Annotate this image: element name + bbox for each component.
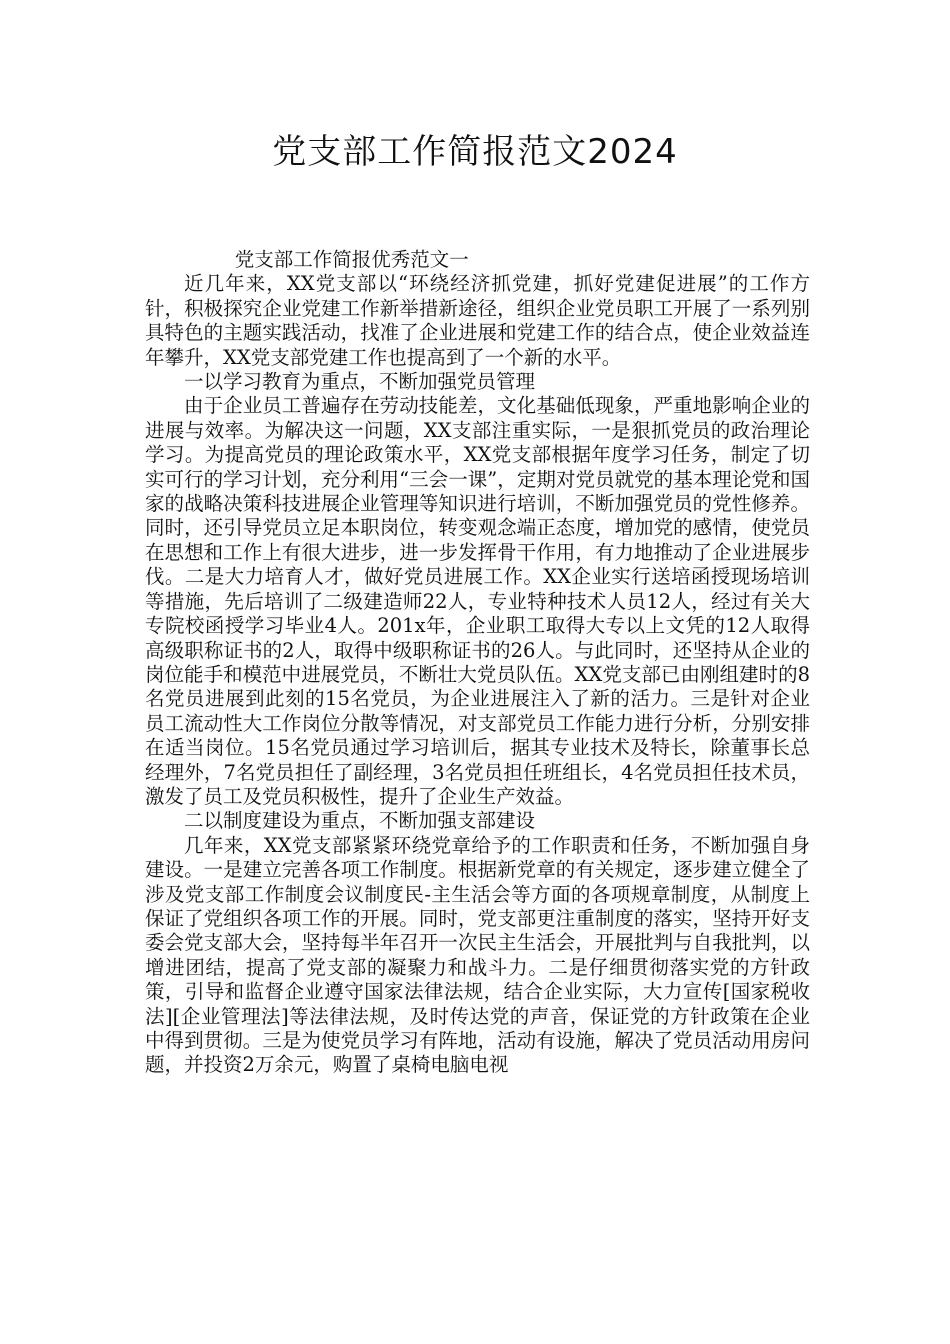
document-body — [145, 248, 810, 1078]
document-title: 党支部工作简报范文2024 — [272, 132, 678, 172]
paragraph-study: 由于企业员工普遍存在劳动技能差，文化基础低现象，严重地影响企业的进展与效率。为解决这一问题，XX支部注重实际，一是狠抓党员的政治理论学习。为提高党员的理论政策水平，XX党支部根据年度学习任务，制定了切实可行的学习计划，充分利用“三会一课”，定期对党员就党的基本理论党和国家的战略决策科技进展企业管理等知识进行培训，不断加强党员的党性修养。同时，还引导党员立足本职岗位，转变观念端正态度，增加党的感情，使党员在思想和工作上有很大进步，进一步发挥骨干作用，有力地推动了企业进展步伐。二是大力培育人才，做好党员进展工作。XX企业实行送培函授现场培训等措施，先后培训了二级建造师22人，专业特种技术人员12人，经过有关大专院校函授学习毕业4人。201x年，企业职工取得大专以上文凭的12人取得高级职称证书的2人，取得中级职称证书的26人。与此同时，还坚持从企业的岗位能手和模范中进展党员，不断壮大党员队伍。XX党支部已由刚组建时的8名党员进展到此刻的15名党员，为企业进展注入了新的活力。三是针对企业员工流动性大工作岗位分散等情况，对支部党员工作能力进行分析，分别安排在适当岗位。15名党员通过学习培训后，据其专业技术及特长，除董事长总经理外，7名党员担任了副经理，3名党员担任班组长，4名党员担任技术员，激发了员工及党员积极性，提升了企业生产效益。 — [145, 394, 810, 808]
paragraph-intro: 近几年来，XX党支部以“环绕经济抓党建，抓好党建促进展”的工作方针，积极探究企业党建工作新举措新途径，组织企业党员职工开展了一系列别具特色的主题实践活动，找准了企业进展和党建工作的结合点，使企业效益连年攀升，XX党支部党建工作也提高到了一个新的水平。 — [145, 272, 810, 369]
document-subtitle: 党支部工作简报优秀范文一 — [234, 248, 469, 271]
paragraph-system: 几年来，XX党支部紧紧环绕党章给予的工作职责和任务，不断加强自身建设。一是建立完善各项工作制度。根据新党章的有关规定，逐步建立健全了涉及党支部工作制度会议制度民-主生活会等方面的各项规章制度，从制度上保证了党组织各项工作的开展。同时，党支部更注重制度的落实，坚持开好支委会党支部大会，坚持每半年召开一次民主生活会，开展批判与自我批判，以增进团结，提高了党支部的凝聚力和战斗力。二是仔细贯彻落实党的方针政策，引导和监督企业遵守国家法律法规，结合企业实际，大力宣传[国家税收法][企业管理法]等法律法规，及时传达党的声音，保证党的方针政策在企业中得到贯彻。三是为使党员学习有阵地，活动有设施，解决了党员活动用房问题，并投资2万余元，购置了桌椅电脑电视 — [145, 833, 810, 1077]
section-heading-system: 二以制度建设为重点，不断加强支部建设 — [184, 809, 536, 833]
section-heading-study: 一以学习教育为重点，不断加强党员管理 — [184, 370, 536, 394]
